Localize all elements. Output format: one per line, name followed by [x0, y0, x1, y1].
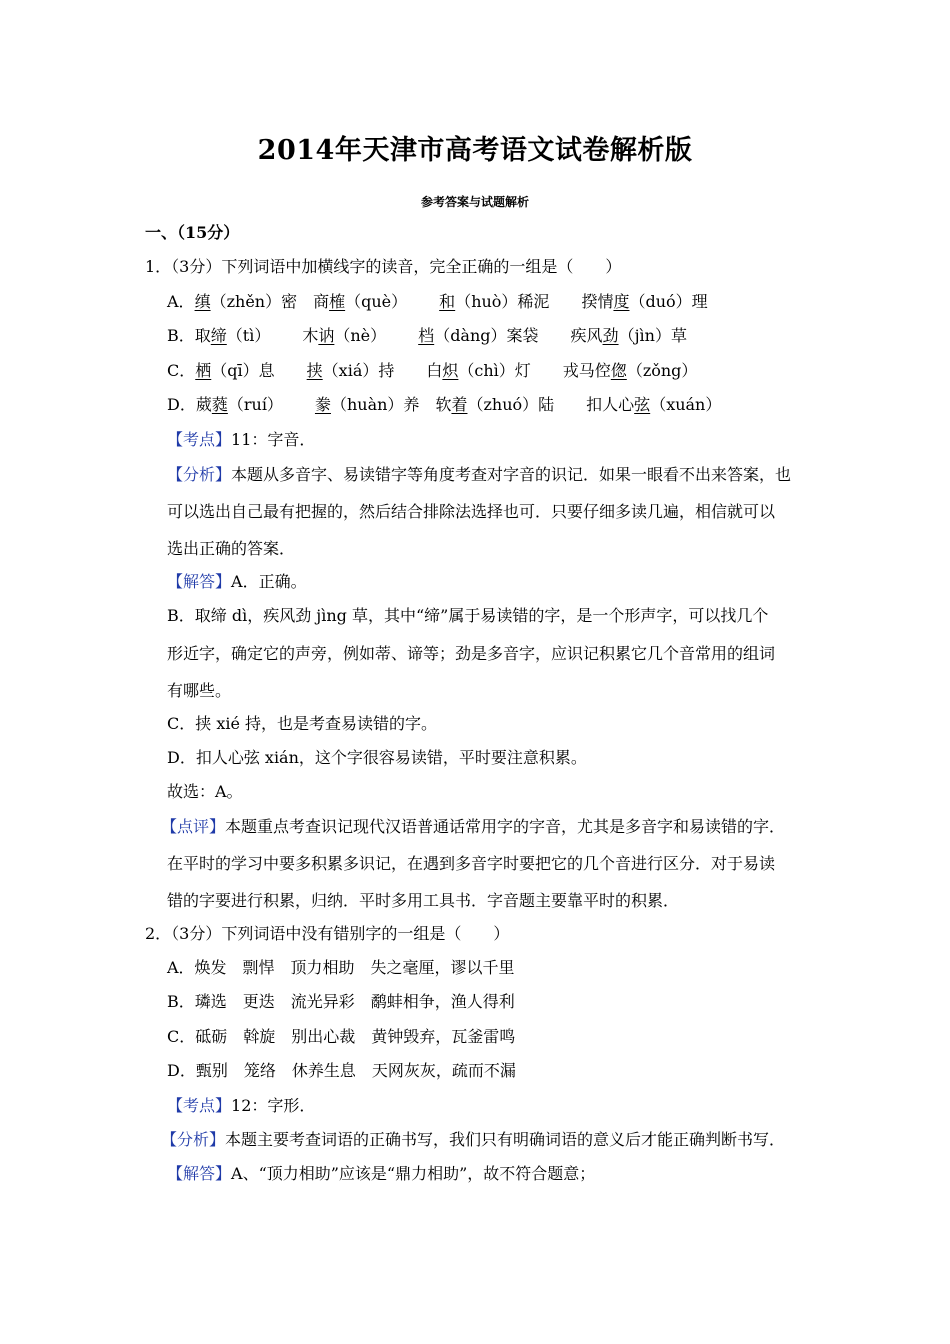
option-text: 戎马倥 — [530, 361, 611, 380]
question-2-jieda — [167, 1163, 595, 1185]
option-text: A． — [167, 292, 195, 311]
option-text: （xuán） — [650, 395, 722, 414]
option-text: （duó）理 — [629, 292, 708, 311]
question-1-jieda-line-3: 形近字，确定它的声旁，例如蒂、谛等；劲是多音字，应识记积累它几个音常用的组词 — [167, 644, 776, 663]
option-text: （qī）息 — [211, 361, 275, 380]
fenxi-tag: 【分析】 — [161, 1130, 226, 1149]
option-text: 商 — [297, 292, 330, 311]
option-text: 揆情 — [549, 292, 614, 311]
option-text: （chì）灯 — [458, 361, 531, 380]
option-text: D．葳 — [167, 395, 212, 414]
option-text: （zǒng） — [626, 361, 698, 380]
underlined-char: 讷 — [318, 326, 335, 345]
underlined-char: 和 — [439, 292, 456, 311]
option-text — [275, 360, 307, 382]
jieda-text: A．正确。 — [231, 572, 307, 591]
dianping-text: 本题重点考查识记现代汉语普通话常用字的字音，尤其是多音字和易读错的字． — [225, 817, 786, 836]
underlined-char: 弦 — [634, 395, 651, 414]
question-1-jieda-line-5: C．挟 xié 持，也是考查易读错的字。 — [167, 714, 438, 733]
question-2-stem: 2．（3分）下列词语中没有错别字的一组是（ ） — [145, 924, 510, 943]
jieda-tag: 【解答】 — [167, 572, 232, 591]
question-1-option-b — [167, 325, 687, 347]
option-text: （zhěn）密 — [210, 292, 298, 311]
option-text: 扣人心 — [554, 395, 635, 414]
question-1-jieda-line-2: B．取缔 dì，疾风劲 jìng 草，其中“缔”属于易读错的字，是一个形声字，可以找几个 — [167, 606, 769, 625]
underlined-char: 档 — [418, 326, 435, 345]
question-1-fenxi-line-3: 选出正确的答案． — [167, 539, 296, 558]
kaodian-text: 11：字音． — [231, 430, 316, 449]
option-text: （què） — [345, 292, 408, 311]
underlined-char: 炽 — [442, 361, 459, 380]
question-2-option-d: D．甄别 笼络 休养生息 天网灰灰，疏而不漏 — [167, 1061, 516, 1080]
question-1-dianping — [161, 816, 785, 838]
option-text: （jìn）草 — [618, 326, 687, 345]
question-1-jieda-line-4: 有哪些。 — [167, 681, 232, 700]
underlined-char: 缔 — [210, 326, 227, 345]
kaodian-tag: 【考点】 — [167, 1096, 232, 1115]
option-text: （zhuó）陆 — [467, 395, 555, 414]
underlined-char: 着 — [451, 395, 468, 414]
option-text: （dàng）案袋 — [434, 326, 539, 345]
fenxi-text: 本题从多音字、易读错字等角度考查对字音的识记．如果一眼看不出来答案，也 — [231, 465, 792, 484]
question-1-jieda-line-6: D．扣人心弦 xián，这个字很容易读错，平时要注意积累。 — [167, 748, 587, 767]
section-heading: 一、（15分） — [145, 223, 240, 242]
option-text: （xiá）持 — [322, 361, 395, 380]
question-1-option-a — [167, 291, 708, 313]
option-text — [386, 325, 418, 347]
fenxi-text: 本题主要考查词语的正确书写，我们只有明确词语的意义后才能正确判断书写． — [225, 1130, 786, 1149]
option-text: （ruí） — [227, 395, 283, 414]
question-2-option-b: B．璘选 更迭 流光异彩 鹬蚌相争，渔人得利 — [167, 992, 515, 1011]
underlined-char: 蕤 — [211, 395, 228, 414]
underlined-char: 挟 — [306, 361, 323, 380]
question-1-jieda-line-7: 故选：A。 — [167, 782, 243, 801]
question-1-option-d — [167, 394, 721, 416]
document-title: 2014年天津市高考语文试卷解析版 — [257, 135, 693, 166]
option-text: 木 — [270, 326, 319, 345]
option-text: （nè） — [334, 326, 387, 345]
underlined-char: 度 — [613, 292, 630, 311]
option-text: 疾风 — [538, 326, 603, 345]
question-1-dianping-line-3: 错的字要进行积累，归纳．平时多用工具书．字音题主要靠平时的积累． — [167, 891, 680, 910]
question-1-fenxi — [167, 464, 791, 486]
question-1-dianping-line-2: 在平时的学习中要多积累多识记，在遇到多音字时要把它的几个音进行区分．对于易读 — [167, 854, 776, 873]
option-text: 软 — [419, 395, 452, 414]
option-text — [407, 291, 439, 313]
dianping-tag: 【点评】 — [161, 817, 226, 836]
question-1-option-c — [167, 360, 697, 382]
question-2-option-c: C．砥砺 斡旋 别出心裁 黄钟毁弃，瓦釜雷鸣 — [167, 1027, 516, 1046]
question-1-fenxi-line-2: 可以选出自己最有把握的，然后结合排除法选择也可．只要仔细多读几遍，相信就可以 — [167, 502, 776, 521]
option-text: 白 — [394, 361, 443, 380]
document-subtitle: 参考答案与试题解析 — [420, 195, 529, 209]
underlined-char: 豢 — [314, 395, 331, 414]
option-text: （tì） — [226, 326, 271, 345]
question-1-jieda — [167, 571, 307, 593]
underlined-char: 栖 — [195, 361, 212, 380]
option-text: （huàn）养 — [330, 395, 420, 414]
question-1-stem: 1．（3分）下列词语中加横线字的读音，完全正确的一组是（ ） — [145, 257, 622, 276]
underlined-char: 榷 — [329, 292, 346, 311]
option-text: B．取 — [167, 326, 211, 345]
underlined-char: 缜 — [194, 292, 211, 311]
option-text — [283, 394, 315, 416]
underlined-char: 偬 — [610, 361, 627, 380]
kaodian-tag: 【考点】 — [167, 430, 232, 449]
jieda-text: A、“顶力相助”应该是“鼎力相助”，故不符合题意； — [231, 1164, 596, 1183]
question-2-option-a: A．焕发 剽悍 顶力相助 失之毫厘，谬以千里 — [167, 958, 515, 977]
question-2-fenxi — [161, 1129, 785, 1151]
option-text: （huò）稀泥 — [455, 292, 550, 311]
question-2-kaodian — [167, 1095, 315, 1117]
fenxi-tag: 【分析】 — [167, 465, 232, 484]
jieda-tag: 【解答】 — [167, 1164, 232, 1183]
kaodian-text: 12：字形． — [231, 1096, 316, 1115]
underlined-char: 劲 — [602, 326, 619, 345]
option-text: C． — [167, 361, 196, 380]
question-1-kaodian — [167, 429, 315, 451]
